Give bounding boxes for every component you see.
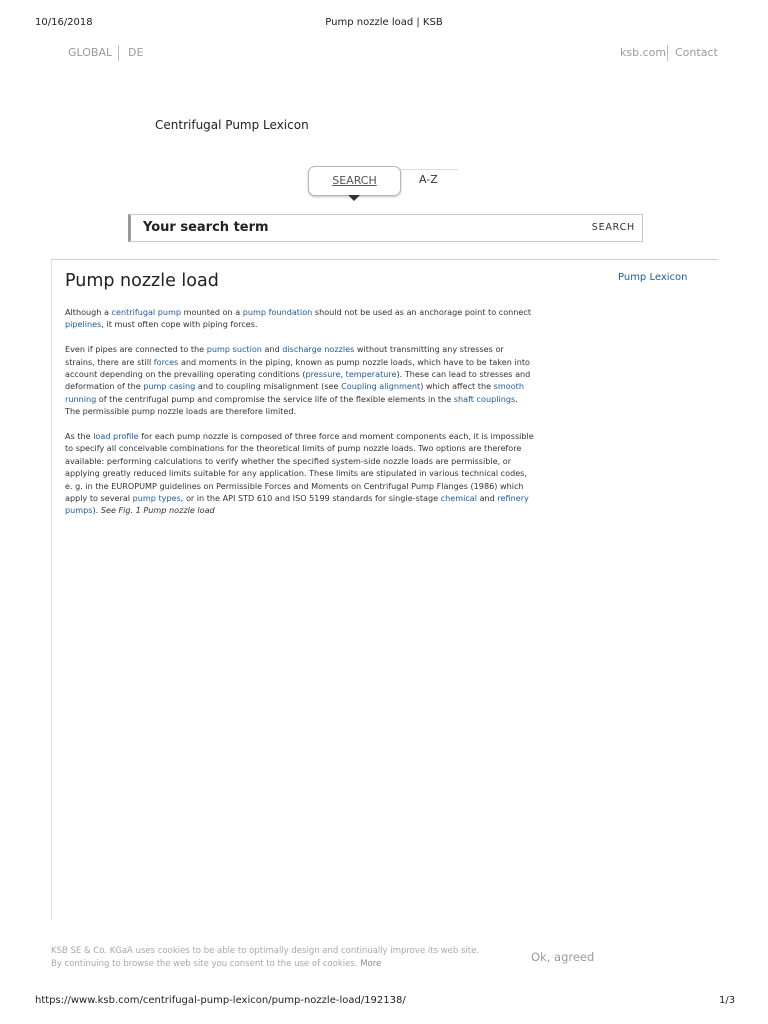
article-link[interactable]: pressure <box>305 369 341 380</box>
search-input[interactable] <box>143 218 543 236</box>
article-text: Even if pipes are connected to the <box>65 344 207 355</box>
article-text: for each pump nozzle is composed of three force and moment components each, it is impossible to specify all conceivable combinations for the theoretical limits of pump nozzle loads. Two options are therefore available: performing calculations to verify whether the specified system-side nozzle loads are permissible, or applying greatly reduced limits suitable for any application. These limits are stipulated in various technical codes, e. g. in the EUROPUMP guidelines on Permissible Forces and Moments on Centrifugal Pump Flanges (1986) which apply to several <box>65 431 534 504</box>
tab-divider <box>400 169 458 170</box>
article-link[interactable]: shaft couplings <box>453 393 516 404</box>
article-text: ). These can lead to stresses and deformation of the <box>65 369 531 392</box>
article-text: , or in the API STD 610 and ISO 5199 standards for single-stage <box>180 493 441 504</box>
article-text: ). <box>92 505 101 516</box>
print-url: https://www.ksb.com/centrifugal-pump-lexicon/pump-nozzle-load/192138/ <box>35 995 406 1006</box>
nav-de-link[interactable]: DE <box>128 46 144 59</box>
search-button[interactable]: SEARCH <box>591 222 635 233</box>
article-paragraph <box>65 430 535 517</box>
pump-lexicon-link[interactable]: Pump Lexicon <box>618 272 688 283</box>
active-tab-pointer-icon <box>348 195 360 201</box>
article-text: of the centrifugal pump and compromise the service life of the flexible elements in the <box>96 393 454 404</box>
article-link[interactable]: load profile <box>93 431 139 442</box>
article-text: ) which affect the <box>420 381 494 392</box>
search-bar <box>128 214 643 242</box>
lexicon-title: Centrifugal Pump Lexicon <box>155 118 309 132</box>
article-body <box>65 306 535 529</box>
article-link[interactable]: forces <box>153 356 179 367</box>
article-link[interactable]: pump foundation <box>242 307 313 317</box>
article-text: , <box>340 369 346 380</box>
tab-search[interactable]: SEARCH <box>308 166 401 196</box>
cookie-notice <box>51 945 481 970</box>
article-text: should not be used as an anchorage point to connect <box>312 307 532 317</box>
article-text: and to coupling misalignment (see <box>195 381 342 392</box>
article-link[interactable]: pump suction <box>206 344 262 355</box>
article-link[interactable]: pipelines <box>65 319 102 330</box>
article-link[interactable]: pump casing <box>143 381 196 392</box>
article-text: without transmitting any stresses or strains, there are still <box>65 344 504 367</box>
article-paragraph <box>65 343 535 417</box>
article-link[interactable]: chemical <box>440 493 477 504</box>
article-paragraph <box>65 306 535 331</box>
print-date: 10/16/2018 <box>35 17 93 28</box>
article-text: . The permissible pump nozzle loads are therefore limited. <box>65 393 518 417</box>
nav-divider <box>667 45 668 61</box>
article-text: , it must often cope with piping forces. <box>101 319 258 330</box>
article-title: Pump nozzle load <box>65 271 219 291</box>
article-link[interactable]: refinery pumps <box>65 493 529 516</box>
figure-reference: See Fig. 1 Pump nozzle load <box>100 505 215 516</box>
article-link[interactable]: smooth running <box>65 381 524 404</box>
content-left-border <box>51 260 52 920</box>
print-page-title: Pump nozzle load | KSB <box>325 17 443 28</box>
article-text: As the <box>65 431 94 442</box>
article-link[interactable]: Coupling alignment <box>341 381 421 392</box>
article-text: Although a <box>65 307 112 317</box>
article-link[interactable]: pump types <box>132 493 181 504</box>
article-text: and <box>477 493 498 504</box>
nav-ksb-link[interactable]: ksb.com <box>620 46 667 59</box>
article-link[interactable]: temperature <box>345 369 397 380</box>
article-link[interactable]: centrifugal pump <box>111 307 182 317</box>
print-page-number: 1/3 <box>719 995 736 1006</box>
cookie-notice-text: KSB SE & Co. KGaA uses cookies to be able to optimally design and continually improve its web site. By continuing to browse the web site you consent to the use of cookies. <box>51 946 480 969</box>
article-link[interactable]: discharge nozzles <box>282 344 355 355</box>
nav-global-link[interactable]: GLOBAL <box>68 46 113 59</box>
article-text: mounted on a <box>181 307 243 317</box>
cookie-more-link[interactable]: More <box>360 958 382 969</box>
cookie-accept-button[interactable]: Ok, agreed <box>531 950 595 964</box>
content-divider <box>51 259 718 260</box>
article-text: and <box>261 344 283 355</box>
tab-a-z[interactable]: A-Z <box>419 173 438 186</box>
nav-contact-link[interactable]: Contact <box>675 46 718 59</box>
nav-divider <box>118 45 119 61</box>
article-text: and moments in the piping, known as pump nozzle loads, which have to be taken into account depending on the prevailing operating conditions ( <box>65 356 530 380</box>
